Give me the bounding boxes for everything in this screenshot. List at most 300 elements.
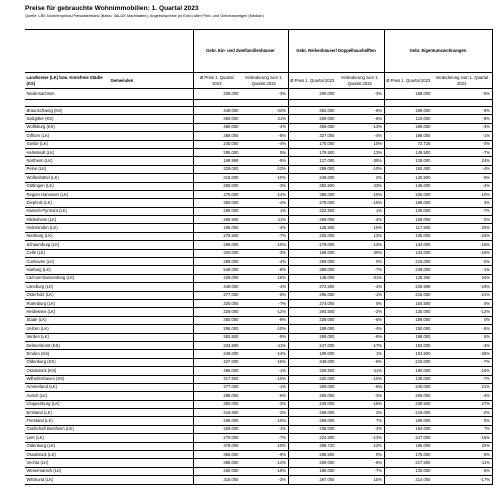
price-cell: 198.000 xyxy=(384,132,432,140)
change-cell: -12% xyxy=(240,308,288,316)
change-cell: -7% xyxy=(432,375,492,383)
price-cell: 549.000 xyxy=(193,266,240,274)
price-cell: 449.000 xyxy=(193,107,240,115)
change-cell: -11% xyxy=(336,367,384,375)
price-cell: 185.000 xyxy=(193,224,240,232)
summary-value: 189.000 xyxy=(384,89,432,100)
region-name: Göttingen (LK) xyxy=(25,182,109,190)
table-row xyxy=(25,459,492,467)
table-row xyxy=(25,190,492,198)
change-cell: 0% xyxy=(336,258,384,266)
change-cell: -4% xyxy=(240,224,288,232)
change-cell: -10% xyxy=(336,375,384,383)
price-cell: 289.000 xyxy=(193,207,240,215)
change-cell: -9% xyxy=(240,157,288,165)
price-cell: 350.000 xyxy=(193,199,240,207)
change-cell: -30% xyxy=(336,249,384,257)
change-cell: 3% xyxy=(432,199,492,207)
table-row xyxy=(25,140,492,148)
change-cell: -13% xyxy=(336,241,384,249)
region-name: Stade (LK) xyxy=(25,316,109,324)
change-cell: 24% xyxy=(432,157,492,165)
price-cell: 150.000 xyxy=(384,325,432,333)
price-cell: 184.000 xyxy=(384,425,432,433)
table-row xyxy=(25,165,492,173)
change-cell: -6% xyxy=(432,325,492,333)
region-name: Wolfenbüttel (LK) xyxy=(25,174,109,182)
gemeinde-cell xyxy=(109,266,193,274)
gemeinde-cell xyxy=(109,400,193,408)
price-cell: 199.000 xyxy=(288,249,336,257)
table-row xyxy=(25,107,492,115)
table-row xyxy=(25,451,492,459)
region-name: Heidekreis (LK) xyxy=(25,308,109,316)
price-cell: 279.000 xyxy=(288,199,336,207)
change-cell: -16% xyxy=(432,241,492,249)
change-cell: 15% xyxy=(336,476,384,484)
table-row xyxy=(25,409,492,417)
table-row xyxy=(25,266,492,274)
region-name: Schaumburg (LK) xyxy=(25,241,109,249)
summary-value: 290.000 xyxy=(288,89,336,100)
change-cell: -6% xyxy=(336,316,384,324)
gemeinde-cell xyxy=(109,451,193,459)
change-cell: 13% xyxy=(336,232,384,240)
price-cell: 259.000 xyxy=(288,392,336,400)
group-header-row xyxy=(25,30,492,73)
column-header-row xyxy=(25,73,492,89)
table-row xyxy=(25,434,492,442)
price-cell: 269.000 xyxy=(288,216,336,224)
region-name: Gifhorn (LK) xyxy=(25,132,109,140)
table-row xyxy=(25,258,492,266)
gemeinde-cell xyxy=(109,207,193,215)
table-row xyxy=(25,350,492,358)
price-cell: 145.000 xyxy=(384,182,432,190)
gemeinde-cell xyxy=(109,274,193,282)
change-cell: -10% xyxy=(240,442,288,450)
table-row xyxy=(25,417,492,425)
price-cell: 198.000 xyxy=(384,333,432,341)
gemeinde-cell xyxy=(109,182,193,190)
price-cell: 229.000 xyxy=(193,274,240,282)
table-row xyxy=(25,249,492,257)
price-cell: 377.000 xyxy=(193,383,240,391)
price-cell: 360.000 xyxy=(193,115,240,123)
change-cell: -6% xyxy=(336,333,384,341)
region-name: Wolfsburg (KS) xyxy=(25,123,109,131)
change-cell: -1% xyxy=(240,425,288,433)
price-cell: 130.000 xyxy=(384,467,432,475)
region-name: Wilhelmshaven (KS) xyxy=(25,375,109,383)
price-cell: 480.000 xyxy=(193,123,240,131)
change-cell: -18% xyxy=(240,467,288,475)
price-cell: 224.500 xyxy=(288,434,336,442)
gemeinde-cell xyxy=(109,358,193,366)
price-cell: 278.500 xyxy=(193,232,240,240)
price-cell: 329.500 xyxy=(288,367,336,375)
change-cell: -7% xyxy=(240,299,288,307)
summary-value: -3% xyxy=(336,89,384,100)
change-cell: -2% xyxy=(336,308,384,316)
table-row xyxy=(25,358,492,366)
column-header-kreis: Landkreise (LK) bzw. Kreisfreie Städte (KS) xyxy=(25,73,109,89)
table-row xyxy=(25,199,492,207)
table-row xyxy=(25,132,492,140)
region-name: Peine (LK) xyxy=(25,165,109,173)
table-row xyxy=(25,241,492,249)
change-cell: -4% xyxy=(240,283,288,291)
price-cell: 270.000 xyxy=(193,434,240,442)
gemeinde-cell xyxy=(109,383,193,391)
gemeinde-cell xyxy=(109,132,193,140)
change-cell: -11% xyxy=(240,216,288,224)
region-name: Oldenburg (KS) xyxy=(25,358,109,366)
table-row xyxy=(25,392,492,400)
change-cell: -10% xyxy=(240,325,288,333)
change-cell: -8% xyxy=(336,107,384,115)
region-name: Emsland (LK) xyxy=(25,409,109,417)
change-cell: -4% xyxy=(240,199,288,207)
price-cell: 315.000 xyxy=(193,476,240,484)
change-cell: -10% xyxy=(336,165,384,173)
price-cell: 179.500 xyxy=(288,148,336,156)
price-cell: 255.000 xyxy=(193,182,240,190)
price-cell: 315.000 xyxy=(193,174,240,182)
change-cell: -28% xyxy=(432,350,492,358)
gemeinde-cell xyxy=(109,367,193,375)
price-cell: 296.000 xyxy=(193,417,240,425)
change-cell: -10% xyxy=(240,417,288,425)
price-cell: 247.000 xyxy=(384,434,432,442)
change-cell: -14% xyxy=(240,350,288,358)
table-row xyxy=(25,174,492,182)
change-cell: -14% xyxy=(240,190,288,198)
region-name: Friesland (LK) xyxy=(25,417,109,425)
price-cell: 110.000 xyxy=(384,115,432,123)
price-cell: 199.999 xyxy=(193,157,240,165)
table-row xyxy=(25,274,492,282)
price-cell: 225.000 xyxy=(288,232,336,240)
price-cell: 379.000 xyxy=(193,442,240,450)
change-cell: -12% xyxy=(240,165,288,173)
price-cell: 350.000 xyxy=(193,400,240,408)
price-cell: 222.500 xyxy=(288,207,336,215)
region-name: Goslar (LK) xyxy=(25,140,109,148)
change-cell: -21% xyxy=(432,291,492,299)
gemeinde-cell xyxy=(109,467,193,475)
price-cell: 130.000 xyxy=(384,308,432,316)
gemeinde-cell xyxy=(109,199,193,207)
column-header-efh-change: Veränderung zum 1. Quartal 2022 xyxy=(240,73,288,89)
region-name: Osnabrück (LK) xyxy=(25,451,109,459)
group-header-efh: Gebr. Ein- und Zweifamilienhäuser xyxy=(193,30,288,73)
price-cell: 117.500 xyxy=(384,224,432,232)
price-cell: 217.500 xyxy=(384,459,432,467)
change-cell: 23% xyxy=(336,182,384,190)
gemeinde-cell xyxy=(109,224,193,232)
price-cell: 319.800 xyxy=(193,409,240,417)
change-cell: -6% xyxy=(240,291,288,299)
price-cell: 239.500 xyxy=(384,400,432,408)
region-name: Emden (KS) xyxy=(25,350,109,358)
price-cell: 459.000 xyxy=(288,123,336,131)
region-name: Cuxhaven (LK) xyxy=(25,258,109,266)
price-cell: 326.000 xyxy=(193,425,240,433)
gemeinde-cell xyxy=(109,165,193,173)
price-cell: 129.000 xyxy=(384,157,432,165)
summary-row xyxy=(25,89,492,100)
change-cell: -6% xyxy=(240,392,288,400)
change-cell: -35% xyxy=(336,157,384,165)
table-row xyxy=(25,333,492,341)
change-cell: 22% xyxy=(432,442,492,450)
change-cell: 10% xyxy=(336,140,384,148)
change-cell: -4% xyxy=(240,140,288,148)
region-name: Celle (LK) xyxy=(25,249,109,257)
gemeinde-cell xyxy=(109,333,193,341)
price-cell: 259.000 xyxy=(288,115,336,123)
price-cell: 320.000 xyxy=(193,299,240,307)
change-cell: 20% xyxy=(432,224,492,232)
price-cell: 249.000 xyxy=(288,400,336,408)
price-cell: 427.000 xyxy=(193,358,240,366)
region-name: Vechta (LK) xyxy=(25,459,109,467)
price-cell: 127.000 xyxy=(288,157,336,165)
price-cell: 139.000 xyxy=(384,207,432,215)
column-header-etw-change: Veränderung zum 1. Quartal 2022 xyxy=(432,73,492,89)
change-cell: -2% xyxy=(432,409,492,417)
table-row xyxy=(25,291,492,299)
region-name: Uelzen (LK) xyxy=(25,325,109,333)
change-cell: 0% xyxy=(432,316,492,324)
change-cell: -7% xyxy=(240,434,288,442)
document-title: Preise für gebrauchte Wohnimmobilien: 1. Quartal 2023 xyxy=(25,5,199,12)
change-cell: -9% xyxy=(240,451,288,459)
price-cell: 372.500 xyxy=(288,283,336,291)
table-row xyxy=(25,476,492,484)
change-cell: -7% xyxy=(432,358,492,366)
table-row xyxy=(25,375,492,383)
region-name: Rotenburg (LK) xyxy=(25,299,109,307)
change-cell: 0% xyxy=(336,299,384,307)
price-cell: 126.500 xyxy=(288,224,336,232)
change-cell: -17% xyxy=(432,476,492,484)
change-cell: -5% xyxy=(432,467,492,475)
change-cell: -16% xyxy=(432,367,492,375)
change-cell: -4% xyxy=(336,283,384,291)
gemeinde-cell xyxy=(109,442,193,450)
price-cell: 138.000 xyxy=(384,375,432,383)
change-cell: -7% xyxy=(432,207,492,215)
change-cell: 34% xyxy=(432,274,492,282)
change-cell: -1% xyxy=(432,132,492,140)
gemeinde-cell xyxy=(109,409,193,417)
price-cell: 170.000 xyxy=(288,140,336,148)
change-cell: -4% xyxy=(432,140,492,148)
price-cell: 135.000 xyxy=(384,232,432,240)
price-cell: 343.500 xyxy=(193,341,240,349)
change-cell: -4% xyxy=(336,325,384,333)
change-cell: -15% xyxy=(240,358,288,366)
table-row xyxy=(25,400,492,408)
gemeinde-cell xyxy=(109,190,193,198)
price-cell: 175.000 xyxy=(384,451,432,459)
change-cell: -10% xyxy=(240,174,288,182)
price-table xyxy=(25,29,493,485)
column-header-gemeinden: Gemeinden xyxy=(109,73,193,89)
price-cell: 215.000 xyxy=(384,258,432,266)
region-name: Helmstedt (LK) xyxy=(25,148,109,156)
change-cell: 2% xyxy=(336,409,384,417)
change-cell: -4% xyxy=(432,123,492,131)
table-row xyxy=(25,367,492,375)
region-name: Lüneburg (LK) xyxy=(25,283,109,291)
price-cell: 295.000 xyxy=(193,325,240,333)
region-name: Diepholz (LK) xyxy=(25,199,109,207)
region-name: Northeim (LK) xyxy=(25,157,109,165)
change-cell: -13% xyxy=(336,123,384,131)
change-cell: -11% xyxy=(240,341,288,349)
price-cell: 199.000 xyxy=(384,107,432,115)
price-cell: 189.000 xyxy=(384,123,432,131)
price-cell: 349.000 xyxy=(288,358,336,366)
change-cell: -6% xyxy=(432,174,492,182)
region-name: Grafschaft Bentheim (LK) xyxy=(25,425,109,433)
gemeinde-cell xyxy=(109,375,193,383)
gemeinde-cell xyxy=(109,258,193,266)
price-cell: 199.000 xyxy=(384,316,432,324)
table-row xyxy=(25,308,492,316)
change-cell: -9% xyxy=(240,333,288,341)
region-name: Ammerland (LK) xyxy=(25,383,109,391)
change-cell: -12% xyxy=(432,308,492,316)
price-cell: 284.500 xyxy=(288,308,336,316)
region-name: Nienburg (LK) xyxy=(25,232,109,240)
region-name: Aurich (LK) xyxy=(25,392,109,400)
change-cell: -6% xyxy=(336,383,384,391)
price-cell: 295.000 xyxy=(288,291,336,299)
price-cell: 215.000 xyxy=(384,358,432,366)
change-cell: 27% xyxy=(432,400,492,408)
table-row xyxy=(25,232,492,240)
price-cell: 269.000 xyxy=(288,417,336,425)
price-cell: 214.000 xyxy=(384,476,432,484)
gemeinde-cell xyxy=(109,299,193,307)
change-cell: -4% xyxy=(336,132,384,140)
gemeinde-cell xyxy=(109,316,193,324)
change-cell: -1% xyxy=(240,383,288,391)
change-cell: -4% xyxy=(336,425,384,433)
gemeinde-cell xyxy=(109,392,193,400)
change-cell: -8% xyxy=(240,132,288,140)
source-note: Quelle: LBS Nord/empirica-Preisdatenbank (Basis: VALUE Marktdaten), Angebotspreise (in Euro) aller Print- und Onlineanzeigen (Median) xyxy=(25,13,264,18)
table-row xyxy=(25,283,492,291)
price-cell: 368.000 xyxy=(193,132,240,140)
gemeinde-cell xyxy=(109,425,193,433)
change-cell: -10% xyxy=(432,190,492,198)
gemeinde-cell xyxy=(109,174,193,182)
gemeinde-cell xyxy=(109,291,193,299)
change-cell: 1% xyxy=(336,350,384,358)
table-row xyxy=(25,341,492,349)
change-cell: 13% xyxy=(336,148,384,156)
change-cell: -7% xyxy=(336,266,384,274)
change-cell: -8% xyxy=(432,115,492,123)
change-cell: -3% xyxy=(336,392,384,400)
price-cell: 360.000 xyxy=(193,316,240,324)
change-cell: 2% xyxy=(336,174,384,182)
change-cell: -16% xyxy=(432,232,492,240)
price-cell: 299.000 xyxy=(193,241,240,249)
change-cell: -3% xyxy=(240,182,288,190)
price-cell: 226.598 xyxy=(384,283,432,291)
column-header-rh-price: Ø Preis 1. Quartal 2023 xyxy=(288,73,336,89)
price-cell: 209.000 xyxy=(384,392,432,400)
change-cell: -8% xyxy=(240,266,288,274)
change-cell: 1% xyxy=(240,207,288,215)
change-cell: -7% xyxy=(336,467,384,475)
table-row xyxy=(25,224,492,232)
price-cell: 259.000 xyxy=(288,258,336,266)
change-cell: -4% xyxy=(432,182,492,190)
region-name: Wittmund (LK) xyxy=(25,476,109,484)
table-row xyxy=(25,299,492,307)
price-cell: 396.000 xyxy=(288,190,336,198)
price-cell: 495.000 xyxy=(193,367,240,375)
change-cell: -6% xyxy=(336,115,384,123)
summary-name: Niedersachsen xyxy=(25,89,109,100)
region-name: Oldenburg (LK) xyxy=(25,442,109,450)
change-cell: -3% xyxy=(240,400,288,408)
price-cell: 104.500 xyxy=(384,350,432,358)
price-cell: 185.000 xyxy=(384,442,432,450)
change-cell: -12% xyxy=(240,459,288,467)
price-cell: 259.000 xyxy=(288,165,336,173)
gemeinde-cell xyxy=(109,350,193,358)
price-cell: 145.000 xyxy=(288,274,336,282)
change-cell: 0% xyxy=(432,299,492,307)
change-cell: -4% xyxy=(240,123,288,131)
price-cell: 299.720 xyxy=(288,442,336,450)
gemeinde-cell xyxy=(109,341,193,349)
price-cell: 298.500 xyxy=(288,451,336,459)
change-cell: -22% xyxy=(240,107,288,115)
table-row xyxy=(25,316,492,324)
gemeinde-cell xyxy=(109,140,193,148)
region-name: Region Hannover (LK) xyxy=(25,190,109,198)
change-cell: -4% xyxy=(432,165,492,173)
change-cell: -7% xyxy=(432,148,492,156)
price-cell: 288.000 xyxy=(193,258,240,266)
column-header-efh-price: Ø Preis 1. Quartal 2023 xyxy=(193,73,240,89)
price-cell: 134.000 xyxy=(384,241,432,249)
price-cell: 327.000 xyxy=(288,132,336,140)
region-name: Wesermarsch (LK) xyxy=(25,467,109,475)
price-cell: 169.000 xyxy=(384,216,432,224)
price-cell: 249.000 xyxy=(193,350,240,358)
price-cell: 475.000 xyxy=(193,190,240,198)
gemeinde-cell xyxy=(109,325,193,333)
price-cell: 282.500 xyxy=(288,182,336,190)
change-cell: -4% xyxy=(240,258,288,266)
region-name: Leer (LK) xyxy=(25,434,109,442)
price-cell: 240.000 xyxy=(384,383,432,391)
price-cell: 329.000 xyxy=(193,308,240,316)
change-cell: 7% xyxy=(432,425,492,433)
change-cell: -31% xyxy=(336,274,384,282)
price-cell: 220.000 xyxy=(288,375,336,383)
